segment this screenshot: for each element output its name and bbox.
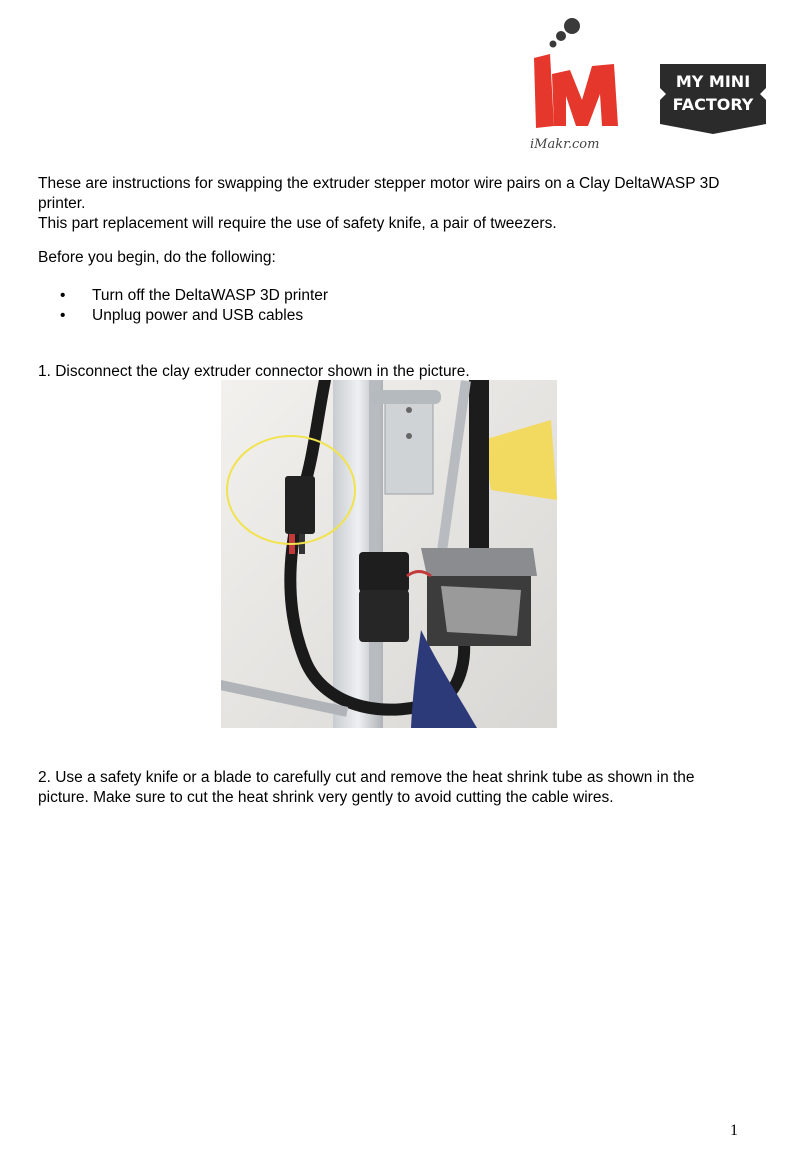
intro-line1: These are instructions for swapping the extruder stepper motor wire pairs on a Clay DeltaWASP 3D printer. <box>38 175 720 212</box>
logo-dot-small <box>550 41 557 48</box>
extruder-connector-photo <box>221 380 557 728</box>
bullet-text: Unplug power and USB cables <box>92 307 304 324</box>
intro-line2: This part replacement will require the use of safety knife, a pair of tweezers. <box>38 215 557 232</box>
list-item <box>60 286 328 306</box>
logo-dot-large <box>564 18 580 34</box>
myminifactory-logo <box>656 60 770 136</box>
bullet-icon: • <box>60 287 66 304</box>
carriage-top <box>371 390 441 404</box>
mount-block-upper <box>359 552 409 592</box>
logo-dot-medium <box>556 31 566 41</box>
step-2-text: 2. Use a safety knife or a blade to carefully cut and remove the heat shrink tube as shown in the picture. Make sure to cut the heat shrink very gently to avoid cutting the cable wires. <box>38 769 695 806</box>
mmf-line2: FACTORY <box>672 95 754 114</box>
imakr-logo <box>526 14 626 154</box>
carriage-screw <box>406 433 412 439</box>
bullet-text: Turn off the DeltaWASP 3D printer <box>92 287 329 304</box>
prep-bullet-list <box>60 286 328 326</box>
carriage-screw <box>406 407 412 413</box>
logo-i-stroke <box>534 54 554 128</box>
logo-m-stroke <box>552 64 618 126</box>
bullet-icon: • <box>60 307 66 324</box>
mount-block-lower <box>359 590 409 642</box>
step-1-text: 1. Disconnect the clay extruder connector shown in the picture. <box>38 363 470 380</box>
page-number: 1 <box>730 1122 738 1139</box>
intro-paragraph <box>38 174 738 234</box>
motor-top <box>421 548 537 576</box>
cable-connector <box>285 476 315 534</box>
list-item <box>60 306 328 326</box>
before-you-begin: Before you begin, do the following: <box>38 249 276 266</box>
rod-left <box>369 380 379 710</box>
mmf-line1: MY MINI <box>675 72 751 91</box>
imakr-text: iMakr.com <box>530 137 600 152</box>
motor-clay-residue <box>441 586 521 636</box>
